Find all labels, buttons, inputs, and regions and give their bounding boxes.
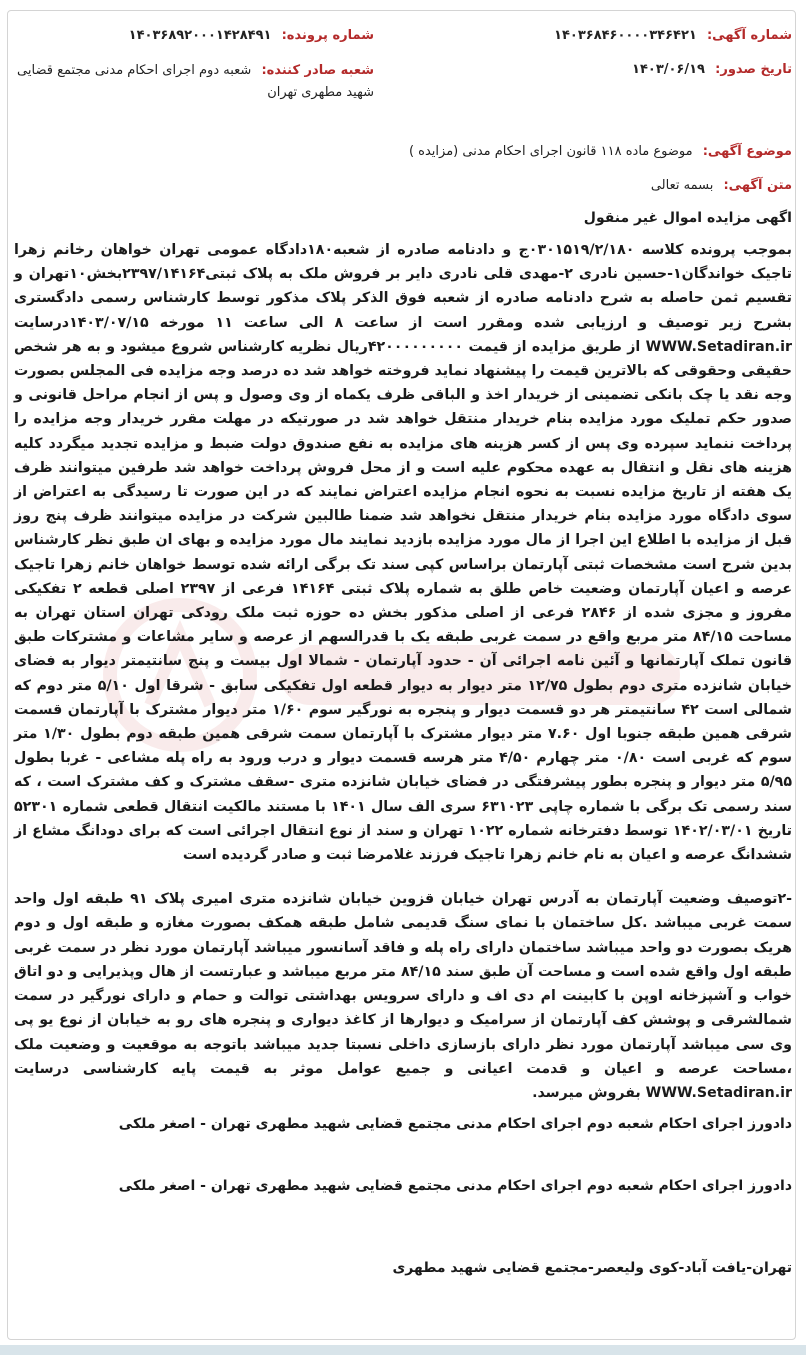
announcement-heading: اگهی مزایده اموال غیر منقول: [583, 210, 792, 226]
signature-line-2: دادورز اجرای احکام شعبه دوم اجرای احکام مدنی مجتمع قضایی شهید مطهری تهران - اصغر ملکی: [118, 1178, 792, 1195]
paragraph-property-description: -۲توصیف وضعیت آپارتمان به آدرس تهران خیابان قزوین خیابان شانزده متری امیری پلاک ۹۱ طبقه اول واحد سمت غربی میباشد .کل ساختمان با نمای سنگ قدیمی شامل طبقه همکف بصورت مغازه و طبقه اول و دوم هریک بصورت دو واحد میباشد ساختمان دارای راه پله و فاقد آسانسور میباشد آپارتمان مورد نظر در سمت غربی طبقه اول واقع شده است و مساحت آن طبق سند ۸۴/۱۵ متر مربع میباشد و عبارتست از هال وپذیرایی و دو اتاق خواب و آشپزخانه اوپن با کابینت ام دی اف و دارای سرویس بهداشتی توالت و حمام و دارای نورگیر در سمت شمالشرقی و پوشش کف آپارتمان از سرامیک و دیوارها از کاغذ دیواری و پنجره های رو به خیابان از نوع یو پی وی سی میباشد آپارتمان مورد نظر دارای بازسازی داخلی نسبتا جدید میباشد باتوجه به موقعیت و وضعیت ملک ،مساحت عرصه و اعیان و قدمت اعیانی و جمیع عوامل موثر به قیمت پایه کارشناسی درسایت WWW.Setadiran.ir بفروش میرسد.: [14, 891, 793, 1101]
page-bottom-bar: [0, 1345, 806, 1355]
issuer-row: [14, 60, 374, 104]
issue-date-row: [412, 60, 792, 80]
case-number-label: شماره پرونده:: [281, 28, 374, 43]
issue-date-label: تاریخ صدور:: [715, 62, 792, 77]
subject-label: موضوع آگهی:: [702, 144, 792, 159]
ad-number: ۱۴۰۳۶۸۴۶۰۰۰۰۳۴۶۴۲۱: [554, 28, 697, 43]
issuer: شعبه دوم اجرای احکام مدنی مجتمع قضایی شهید مطهری تهران: [17, 63, 374, 100]
paragraph-auction-terms: بموجب پرونده کلاسه ۰۳۰۱۵۱۹/۲/۱۸۰ج و دادنامه صادره از شعبه۱۸۰دادگاه عمومی تهران خواهان رخانم زهرا تاجیک خواندگان۱-حسین نادری ۲-مهدی قلی نادری دایر بر فروش ملک به پلاک ثبتی۲۳۹۷/۱۴۱۶۴بخش۱۰تهران و تقسیم ثمن حاصله به شرح دادنامه صادره از شعبه فوق الذکر پلاک مذکور توسط کارشناس رسمی دادگستری بشرح زیر توصیف و ارزیابی شده ومقرر است از ساعت ۸ الی ساعت ۱۱ مورخه ۱۴۰۳/۰۷/۱۵درسایت WWW.Setadiran.ir از طریق مزایده از قیمت ۴۲۰۰۰۰۰۰۰۰۰ریال نظریه کارشناس شروع میشود و به هر شخص حقیقی وحقوقی که بالاترین قیمت را پیشنهاد نماید فروخته خواهد شد ده درصد وجه مزایده فی المجلس بصورت وجه نقد یا چک بانکی تضمینی از خریدار اخذ و الباقی ظرف یکماه از وی وصول و پس از انجام مراحل قانونی و صدور حکم تملیک مورد مزایده بنام خریدار منتقل خواهد شد در صورتیکه در مهلت مقرر خریدار وجه مزایده را پرداخت ننماید سپرده وی پس از کسر هزینه های مزایده به نفع صندوق دولت ضبط و مزایده تجدید میگردد کلیه هزینه های نقل و انتقال به عهده محکوم علیه است و از محل فروش پرداخت خواهد شد طرفین میتوانند ظرف یک هفته از تاریخ مزایده نسبت به نحوه انجام مزایده اعتراض نمایند که در این صورت تا رسیدگی به اعتراض از سوی دادگاه مورد مزایده بنام خریدار منتقل نخواهد شد ضمنا طالبین شرکت در مزایده میتوانند ظرف پنج روز قبل از مزایده با اطلاع این اجرا از مال مورد مزایده بازدید نمایند مال مورد مزایده و بهای ان طبق نظر کارشناس بدین شرح است مشخصات ثبتی آپارتمان براساس کپی سند تک برگی ارائه شده توسط خواهان خانم زهرا تاجیک عرصه و اعیان آپارتمان وضعیت خاص طلق به شماره پلاک ثبتی ۱۴۱۶۴ فرعی از ۲۳۹۷ اصلی قطعه ۲ تفکیکی مفروز و مجزی شده از ۲۸۴۶ فرعی از اصلی مذکور بخش ده حوزه ثبت ملک رودکی تهران استان تهران به مساحت ۸۴/۱۵ متر مربع واقع در سمت غربی طبقه یک با قدرالسهم از عرصه و سایر مشاعات و مشترکات طبق قانون تملک آپارتمانها و آئین نامه اجرائی آن - حدود آپارتمان - شمالا اول بیست و پنج سانتیمتر دیوار به فضای خیابان شانزده متری دوم بطول ۱۲/۷۵ متر دیوار به دیوار قطعه اول تفکیکی سابق - شرقا اول ۵/۱۰ متر دوم که شمالی است ۴۲ سانتیمتر هر دو قسمت دیوار و پنجره به نورگیر سوم ۱/۶۰ متر دیوار مشترک با آپارتمان قسمت شرقی همین طبقه جنوبا اول ۷.۶۰ متر دیوار مشترک با آپارتمان سمت شرقی همین طبقه دوم بطول ۱/۳۰ متر سوم که غربی است ۰/۸۰ متر چهارم ۴/۵۰ متر هرسه قسمت دیوار و درب ورود به راه پله مشاعی - غربا بطول ۵/۹۵ متر دیوار و پنجره بطور پیشرفتگی در فضای خیابان شانزده متری -سقف مشترک و کف مشترک است ، که سند رسمی تک برگی با شماره چاپی ۶۳۱۰۲۳ سری الف سال ۱۴۰۱ با مستند مالکیت انتقال قطعی شماره ۵۲۳۰۱ تاریخ ۱۴۰۲/۰۳/۰۱ توسط دفترخانه شماره ۱۰۲۲ تهران و سند از نوع انتقال اجرائی است که برای دودانگ مشاع از ششدانگ عرصه و اعیان به نام خانم زهرا تاجیک فرزند غلامرضا ثبت و صادر گردیده است: [14, 242, 793, 864]
signature-line-1: دادورز اجرای احکام شعبه دوم اجرای احکام مدنی مجتمع قضایی شهید مطهری تهران - اصغر ملکی: [118, 1116, 792, 1133]
text-intro: بسمه تعالی: [650, 178, 714, 193]
court-address: تهران-یافت آباد-کوی ولیعصر-مجتمع قضایی شهید مطهری: [392, 1260, 792, 1277]
issuer-label: شعبه صادر کننده:: [261, 63, 374, 78]
text-label: متن آگهی:: [723, 178, 792, 193]
case-number: ۱۴۰۳۶۸۹۲۰۰۰۱۴۲۸۴۹۱: [128, 28, 272, 43]
announcement-page: [14, 26, 792, 1279]
subject: موضوع ماده ۱۱۸ قانون اجرای احکام مدنی (مزایده ): [408, 144, 693, 159]
text-row: [14, 176, 792, 196]
ad-number-label: شماره آگهی:: [706, 28, 792, 43]
subject-row: [14, 142, 792, 162]
ad-number-row: [412, 26, 792, 46]
header-right-column: [412, 26, 792, 80]
case-number-row: [14, 26, 374, 46]
header-left-column: [14, 26, 374, 104]
issue-date: ۱۴۰۳/۰۶/۱۹: [632, 62, 705, 77]
header-meta: [14, 26, 792, 104]
